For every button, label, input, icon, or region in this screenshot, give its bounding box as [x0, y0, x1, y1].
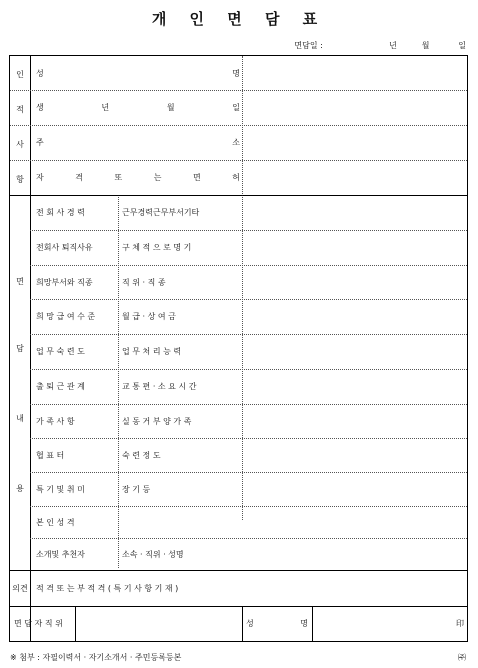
side-char: 담 — [16, 344, 24, 353]
side-char: 내 — [16, 414, 24, 423]
content-row-hint: 실 동 거 부 양 가 족 — [122, 416, 192, 426]
address-input[interactable] — [244, 125, 464, 160]
content-row-hint — [122, 506, 242, 538]
content-row-label: 가 족 사 항 — [36, 416, 75, 426]
content-row-hint: 장 기 등 — [122, 484, 151, 494]
date-label: 면담일 : — [294, 41, 323, 50]
content-row-label: 특 기 및 취 미 — [36, 484, 85, 494]
content-row-label: 업 무 숙 련 도 — [36, 347, 85, 356]
content-row-hint: 근무경력근무부서기타 — [122, 208, 200, 217]
content-row-hint: 교 통 편 · 소 요 시 간 — [122, 382, 197, 391]
content-row-label: 소개및 추천자 — [36, 549, 85, 559]
birthdate-label: 생 년 월 일 — [36, 103, 240, 112]
content-row-label: 출 퇴 근 관 계 — [36, 382, 85, 391]
opinion-side-label: 의견 — [12, 583, 28, 593]
address-label: 주 소 — [36, 138, 240, 147]
opinion-text[interactable]: 적 격 또 는 부 적 격 ( 특 기 사 항 기 재 ) — [36, 583, 179, 593]
content-row-label: 본 인 성 격 — [36, 517, 75, 527]
content-row-label: 전 회 사 경 력 — [36, 208, 85, 217]
name-label: 성 명 — [36, 68, 240, 78]
company-mark: ㈜ — [458, 653, 466, 662]
form-title: 개 인 면 담 표 — [151, 10, 327, 28]
content-row-hint: 직 위 · 직 종 — [122, 277, 166, 287]
interviewer-title-input[interactable] — [77, 606, 240, 640]
seal-mark[interactable]: 印 — [456, 618, 464, 628]
side-char: 면 — [16, 277, 24, 286]
license-input[interactable] — [244, 160, 464, 195]
interviewer-title-label: 면 담 자 직 위 — [14, 618, 63, 628]
side-char: 항 — [16, 175, 24, 184]
interviewer-divider — [75, 606, 76, 641]
interviewer-divider — [242, 606, 243, 641]
content-row-hint: 구 체 적 으 로 명 기 — [122, 243, 192, 252]
side-char: 적 — [16, 105, 24, 114]
content-row-label: 희 망 급 여 수 준 — [36, 312, 96, 321]
month-field[interactable]: 월 — [421, 41, 430, 50]
interviewer-name-label: 성 명 — [246, 618, 308, 628]
content-label-divider — [118, 195, 119, 568]
content-row-hint: 업 무 처 리 능 력 — [122, 347, 182, 356]
year-field[interactable]: 년 — [389, 41, 397, 50]
attachment-note: ※ 첨부 : 자필이력서 · 자기소개서 · 주민등록등본 — [10, 653, 182, 662]
day-field[interactable]: 일 — [458, 41, 466, 50]
side-char: 용 — [16, 484, 24, 493]
interview-date-row — [294, 40, 466, 51]
license-label: 자 격 또 는 면 허 — [36, 173, 240, 182]
side-column-divider — [30, 56, 31, 641]
side-char: 인 — [16, 70, 24, 79]
side-char: 사 — [16, 140, 24, 149]
content-row-hint: 월 급 · 상 여 금 — [122, 312, 176, 321]
interview-form — [9, 55, 468, 642]
interviewer-divider — [312, 606, 313, 641]
birthdate-input[interactable] — [244, 90, 464, 125]
content-row-hint: 숙 련 정 도 — [122, 450, 161, 460]
content-row-label: 협 표 터 — [36, 450, 65, 460]
content-row-label: 전회사 퇴직사유 — [36, 243, 93, 252]
content-row-label: 희망부서와 직종 — [36, 277, 93, 287]
name-input[interactable] — [244, 56, 464, 90]
content-row-hint: 소속 · 직위 · 성명 — [122, 549, 184, 559]
